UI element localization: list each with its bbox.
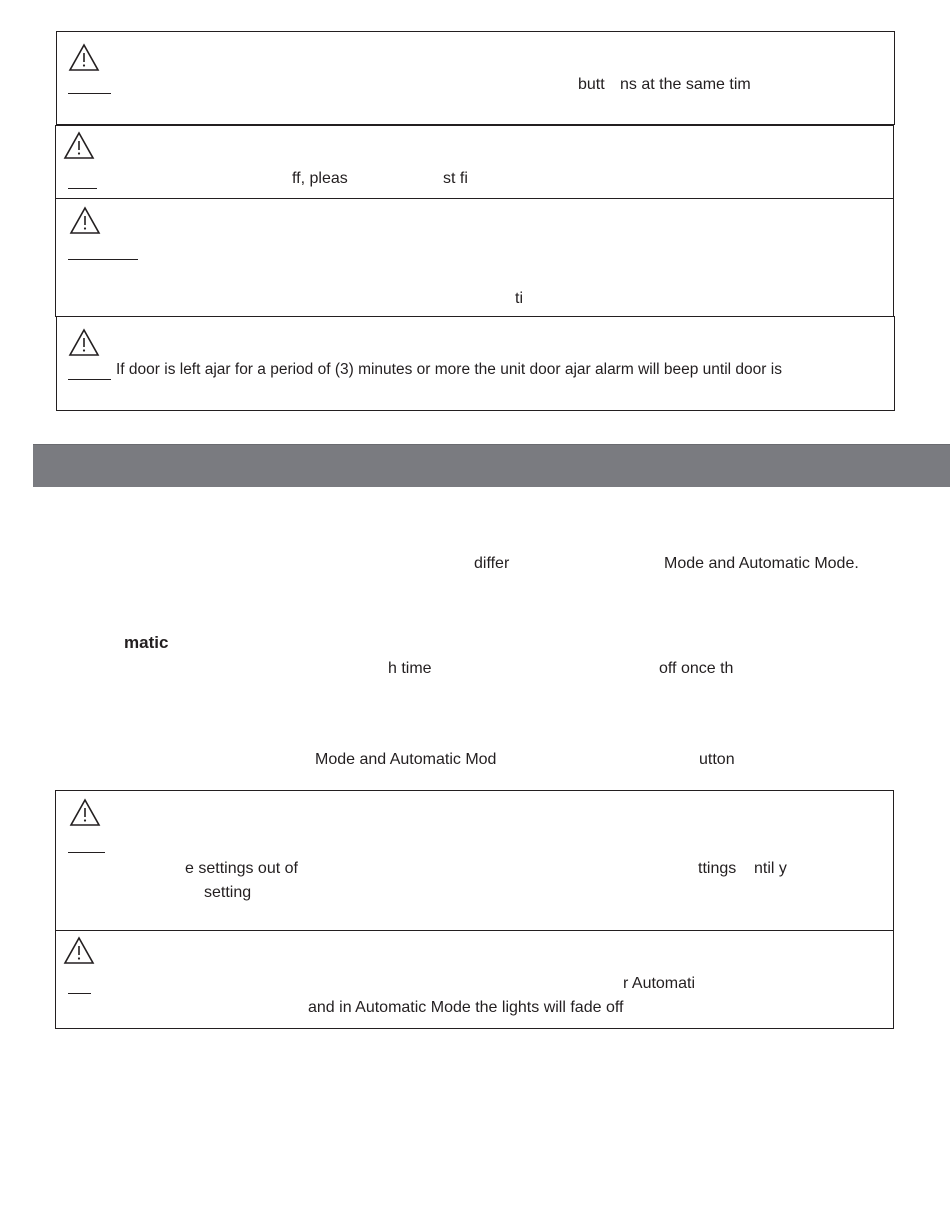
warning-box-3 xyxy=(55,198,894,317)
box1-fragment-2: ns at the same tim xyxy=(620,76,751,93)
door-ajar-warning-text: If door is left ajar for a period of (3) minutes or more the unit door ajar alarm will beep until door is xyxy=(116,361,782,378)
body-line-2-b: off once th xyxy=(659,660,734,677)
warning-triangle-icon xyxy=(68,43,100,72)
warning-box-5 xyxy=(55,790,894,931)
warning-triangle-icon xyxy=(63,936,95,965)
warning-triangle-icon xyxy=(69,798,101,827)
body-line-2-a: h time xyxy=(388,660,432,677)
underline-rule xyxy=(68,188,97,189)
underline-rule xyxy=(68,93,111,94)
underline-rule xyxy=(68,993,91,994)
subheading: matic xyxy=(124,633,169,652)
body-line-3-b: utton xyxy=(699,751,735,768)
warning-triangle-icon xyxy=(68,328,100,357)
warning-box-4 xyxy=(56,316,895,411)
warning-triangle-icon xyxy=(63,131,95,160)
box6-fragment-1: r Automati xyxy=(623,975,696,992)
box3-fragment-1: ti xyxy=(515,290,523,307)
body-line-3-a: Mode and Automatic Mod xyxy=(315,751,497,768)
box5-fragment-2: ttings xyxy=(698,860,737,877)
body-line-1-a: differ xyxy=(474,555,510,572)
warning-box-1 xyxy=(56,31,895,125)
box1-fragment-1: butt xyxy=(578,76,605,93)
underline-rule xyxy=(68,852,105,853)
box5-fragment-3: ntil y xyxy=(754,860,787,877)
warning-box-6 xyxy=(55,930,894,1029)
underline-rule xyxy=(68,259,138,260)
warning-triangle-icon xyxy=(69,206,101,235)
box5-fragment-1: e settings out of xyxy=(185,860,298,877)
box5-fragment-4: setting xyxy=(204,884,252,901)
body-line-1-b: Mode and Automatic Mode. xyxy=(664,555,859,572)
box2-fragment-1: ff, pleas xyxy=(292,170,348,187)
box2-fragment-2: st fi xyxy=(443,170,468,187)
section-header-bar xyxy=(33,444,950,487)
underline-rule xyxy=(68,379,111,380)
warning-box-2 xyxy=(55,125,894,199)
box6-fragment-2: and in Automatic Mode the lights will fade off xyxy=(308,999,624,1016)
